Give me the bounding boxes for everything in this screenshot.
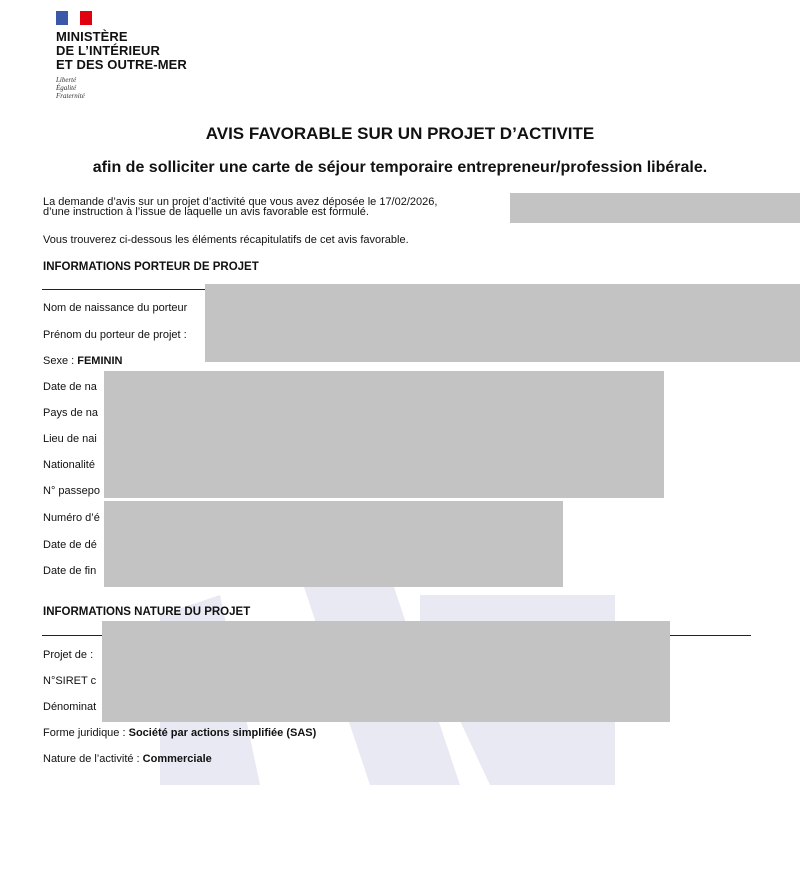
field-projet-de: Projet de : bbox=[43, 649, 94, 661]
summary-text: Vous trouverez ci-dessous les éléments récapitulatifs de cet avis favorable. bbox=[43, 234, 409, 246]
ministry-line-3: ET DES OUTRE-MER bbox=[56, 57, 187, 72]
ministry-line-1: MINISTÈRE bbox=[56, 29, 128, 44]
republic-flag-icon bbox=[56, 11, 92, 25]
sexe-value: FEMININ bbox=[77, 355, 123, 367]
field-sexe bbox=[43, 355, 122, 367]
intro-line-1: La demande d’avis sur un projet d’activité que vous avez déposée le 17/02/2026, bbox=[43, 196, 438, 208]
motto-fraternite: Fraternité bbox=[56, 92, 85, 100]
field-forme-juridique bbox=[43, 727, 316, 739]
field-passeport: N° passepo bbox=[43, 485, 100, 497]
field-numero: Numéro d’é bbox=[43, 512, 100, 524]
field-siret: N°SIRET c bbox=[43, 675, 97, 687]
intro-line-2: d’une instruction à l’issue de laquelle un avis favorable est formulé. bbox=[43, 206, 369, 218]
ministry-line-2: DE L’INTÉRIEUR bbox=[56, 43, 160, 58]
forme-label: Forme juridique : bbox=[43, 727, 126, 739]
ministry-name bbox=[56, 30, 187, 72]
section-heading-projet: INFORMATIONS NATURE DU PROJET bbox=[43, 606, 251, 618]
redaction-block bbox=[510, 193, 800, 223]
field-nom-naissance: Nom de naissance du porteur bbox=[43, 302, 188, 314]
field-prenom: Prénom du porteur de projet : bbox=[43, 329, 187, 341]
field-nature-activite bbox=[43, 753, 212, 765]
document-subtitle: afin de solliciter une carte de séjour temporaire entrepreneur/profession libérale. bbox=[92, 159, 708, 176]
field-denomination: Dénominat bbox=[43, 701, 97, 713]
redaction-block bbox=[205, 284, 800, 362]
document-title: AVIS FAVORABLE SUR UN PROJET D’ACTIVITE bbox=[205, 124, 595, 143]
redaction-block bbox=[102, 621, 670, 722]
forme-value: Société par actions simplifiée (SAS) bbox=[128, 727, 317, 739]
republic-motto bbox=[56, 76, 85, 100]
field-pays-naissance: Pays de na bbox=[43, 407, 99, 419]
nature-value: Commerciale bbox=[142, 753, 212, 765]
redaction-block bbox=[104, 371, 664, 498]
section-heading-porteur: INFORMATIONS PORTEUR DE PROJET bbox=[43, 261, 259, 273]
field-nationalite: Nationalité bbox=[43, 459, 95, 471]
motto-egalite: Égalité bbox=[56, 84, 77, 92]
motto-liberte: Liberté bbox=[56, 76, 77, 84]
redaction-block bbox=[104, 501, 563, 587]
field-date-fin: Date de fin bbox=[43, 565, 97, 577]
field-date-naissance: Date de na bbox=[43, 381, 97, 393]
sexe-label: Sexe : bbox=[43, 355, 75, 367]
nature-label: Nature de l’activité : bbox=[43, 753, 140, 765]
field-date-debut: Date de dé bbox=[43, 539, 97, 551]
field-lieu-naissance: Lieu de nai bbox=[43, 433, 97, 445]
